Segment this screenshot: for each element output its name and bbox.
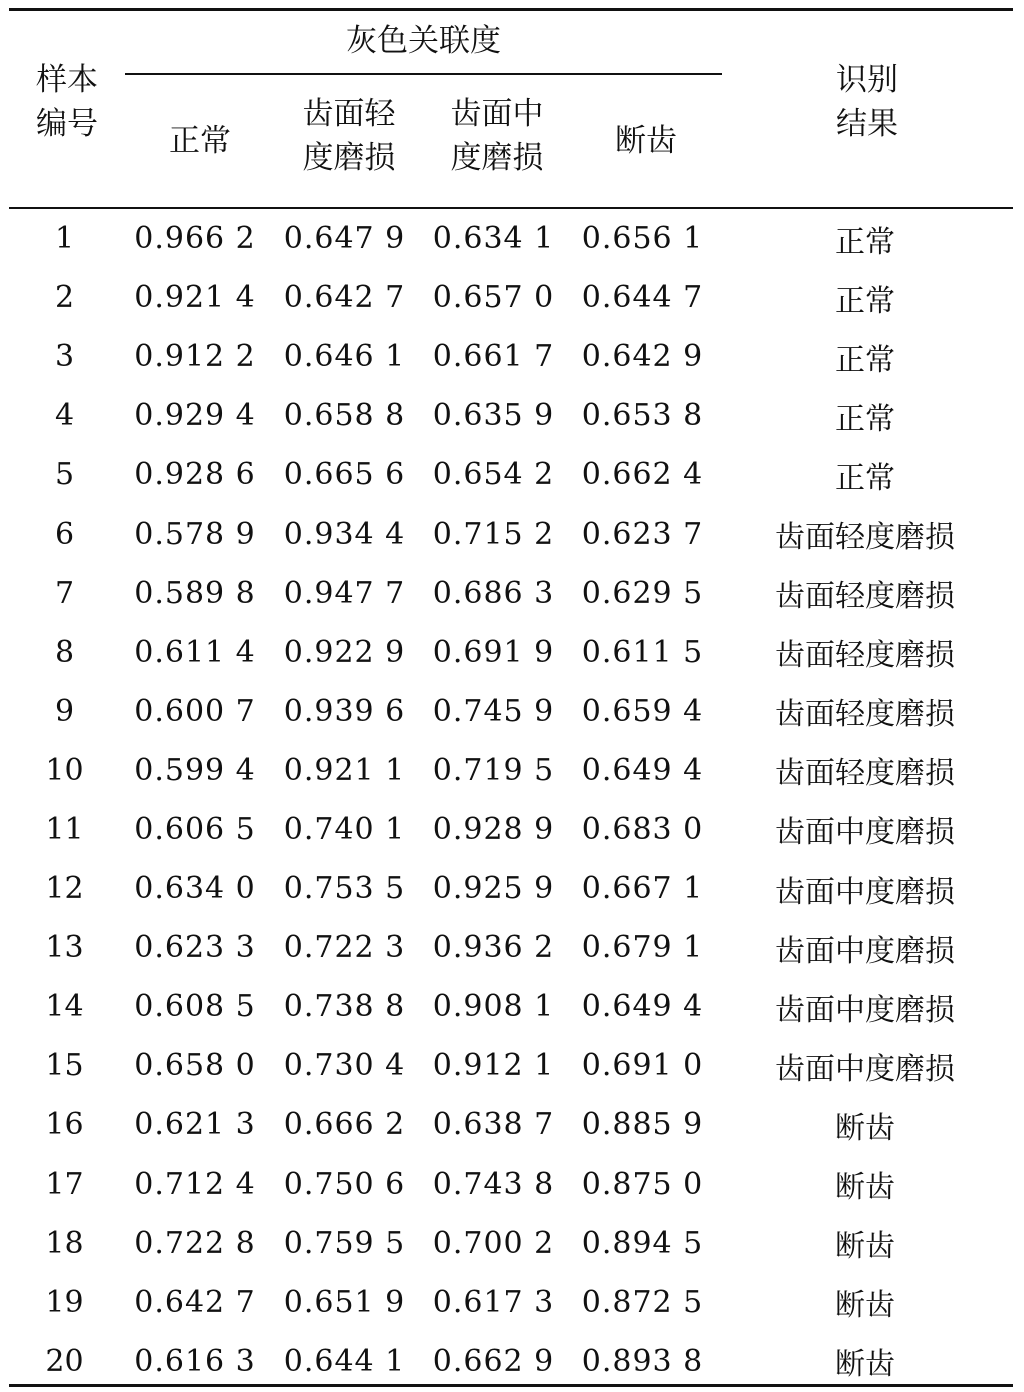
- relational-degree-cell: 0.644 1: [283, 1343, 406, 1379]
- relational-degree-cell: 0.638 7: [432, 1107, 555, 1143]
- relational-degree-cell: 0.616 3: [134, 1343, 256, 1379]
- result-cell: 断齿: [835, 1110, 895, 1146]
- table-row: [9, 1095, 1013, 1154]
- result-cell: 断齿: [835, 1288, 895, 1324]
- relational-degree-cell: 0.649 4: [581, 989, 704, 1025]
- sample-id-cell: 6: [54, 516, 75, 552]
- sample-id-cell: 9: [54, 693, 75, 729]
- relational-degree-cell: 0.654 2: [432, 457, 555, 493]
- result-cell: 齿面轻度磨损: [775, 697, 955, 733]
- sample-id-cell: 15: [45, 1048, 84, 1084]
- relational-degree-cell: 0.921 1: [283, 752, 406, 788]
- sample-id-cell: 17: [45, 1166, 84, 1202]
- relational-degree-cell: 0.647 9: [283, 221, 406, 257]
- relational-degree-cell: 0.885 9: [581, 1107, 704, 1143]
- header-col-light-wear: 齿面轻 度磨损: [302, 96, 396, 176]
- relational-degree-cell: 0.617 3: [432, 1284, 555, 1320]
- table-row: [9, 623, 1013, 682]
- relational-degree-cell: 0.611 5: [581, 634, 704, 670]
- relational-degree-cell: 0.653 8: [581, 398, 704, 434]
- sample-id-cell: 5: [54, 457, 75, 493]
- sample-id-cell: 2: [54, 280, 75, 316]
- relational-degree-cell: 0.743 8: [432, 1166, 555, 1202]
- group-underline: [125, 73, 722, 75]
- sample-id-cell: 10: [45, 752, 84, 788]
- relational-degree-cell: 0.665 6: [283, 457, 406, 493]
- relational-degree-cell: 0.893 8: [581, 1343, 704, 1379]
- table-row: [9, 1036, 1013, 1095]
- relational-degree-cell: 0.908 1: [432, 989, 555, 1025]
- sample-id-cell: 16: [45, 1107, 84, 1143]
- relational-degree-cell: 0.662 4: [581, 457, 704, 493]
- relational-degree-cell: 0.691 9: [432, 634, 555, 670]
- relational-degree-cell: 0.662 9: [432, 1343, 555, 1379]
- relational-degree-cell: 0.929 4: [134, 398, 256, 434]
- sample-id-cell: 11: [45, 811, 84, 847]
- top-rule: [9, 8, 1013, 11]
- result-cell: 齿面轻度磨损: [775, 756, 955, 792]
- sample-id-cell: 18: [45, 1225, 84, 1261]
- table-row: [9, 445, 1013, 504]
- relational-degree-cell: 0.634 1: [432, 221, 555, 257]
- sample-id-cell: 14: [45, 989, 84, 1025]
- sample-id-cell: 4: [54, 398, 75, 434]
- sample-id-cell: 8: [54, 634, 75, 670]
- relational-degree-cell: 0.740 1: [283, 811, 406, 847]
- relational-degree-cell: 0.683 0: [581, 811, 704, 847]
- data-table: [9, 209, 1013, 1391]
- relational-degree-cell: 0.921 4: [134, 280, 256, 316]
- result-cell: 齿面轻度磨损: [775, 579, 955, 615]
- table-row: [9, 1214, 1013, 1273]
- relational-degree-cell: 0.947 7: [283, 575, 406, 611]
- relational-degree-cell: 0.623 3: [134, 930, 256, 966]
- relational-degree-cell: 0.966 2: [134, 221, 256, 257]
- relational-degree-cell: 0.589 8: [134, 575, 256, 611]
- relational-degree-cell: 0.634 0: [134, 871, 256, 907]
- result-cell: 齿面轻度磨损: [775, 638, 955, 674]
- relational-degree-cell: 0.912 2: [134, 339, 256, 375]
- relational-degree-cell: 0.700 2: [432, 1225, 555, 1261]
- relational-degree-cell: 0.600 7: [134, 693, 256, 729]
- relational-degree-cell: 0.925 9: [432, 871, 555, 907]
- relational-degree-cell: 0.745 9: [432, 693, 555, 729]
- result-cell: 断齿: [835, 1229, 895, 1265]
- result-cell: 齿面中度磨损: [775, 992, 955, 1028]
- relational-degree-cell: 0.912 1: [432, 1048, 555, 1084]
- relational-degree-cell: 0.666 2: [283, 1107, 406, 1143]
- header-result: 识别 结果: [836, 62, 898, 142]
- relational-degree-cell: 0.715 2: [432, 516, 555, 552]
- result-cell: 齿面中度磨损: [775, 1051, 955, 1087]
- relational-degree-cell: 0.872 5: [581, 1284, 704, 1320]
- relational-degree-cell: 0.750 6: [283, 1166, 406, 1202]
- table-row: [9, 268, 1013, 327]
- result-cell: 齿面中度磨损: [775, 933, 955, 969]
- table-row: [9, 386, 1013, 445]
- relational-degree-cell: 0.928 9: [432, 811, 555, 847]
- relational-degree-cell: 0.722 8: [134, 1225, 256, 1261]
- relational-degree-cell: 0.719 5: [432, 752, 555, 788]
- relational-degree-cell: 0.657 0: [432, 280, 555, 316]
- relational-degree-cell: 0.659 4: [581, 693, 704, 729]
- relational-degree-cell: 0.661 7: [432, 339, 555, 375]
- header-col-broken-tooth: 断齿: [615, 123, 677, 159]
- header-col-medium-wear: 齿面中 度磨损: [450, 96, 544, 176]
- relational-degree-cell: 0.635 9: [432, 398, 555, 434]
- table-row: [9, 1332, 1013, 1391]
- relational-degree-cell: 0.730 4: [283, 1048, 406, 1084]
- relational-degree-cell: 0.656 1: [581, 221, 704, 257]
- table-row: [9, 327, 1013, 386]
- table-row: [9, 209, 1013, 268]
- relational-degree-cell: 0.649 4: [581, 752, 704, 788]
- relational-degree-cell: 0.875 0: [581, 1166, 704, 1202]
- table-row: [9, 741, 1013, 800]
- relational-degree-cell: 0.894 5: [581, 1225, 704, 1261]
- relational-degree-cell: 0.642 9: [581, 339, 704, 375]
- relational-degree-cell: 0.679 1: [581, 930, 704, 966]
- relational-degree-cell: 0.691 0: [581, 1048, 704, 1084]
- relational-degree-cell: 0.642 7: [283, 280, 406, 316]
- relational-degree-cell: 0.578 9: [134, 516, 256, 552]
- relational-degree-cell: 0.928 6: [134, 457, 256, 493]
- result-cell: 正常: [835, 401, 895, 437]
- relational-degree-cell: 0.658 0: [134, 1048, 256, 1084]
- relational-degree-cell: 0.722 3: [283, 930, 406, 966]
- table-row: [9, 682, 1013, 741]
- header-sample-id: 样本 编号: [36, 62, 98, 142]
- table-row: [9, 504, 1013, 563]
- relational-degree-cell: 0.658 8: [283, 398, 406, 434]
- relational-degree-cell: 0.753 5: [283, 871, 406, 907]
- result-cell: 齿面轻度磨损: [775, 520, 955, 556]
- sample-id-cell: 20: [45, 1343, 84, 1379]
- table-row: [9, 859, 1013, 918]
- table-row: [9, 800, 1013, 859]
- result-cell: 正常: [835, 460, 895, 496]
- relational-degree-cell: 0.608 5: [134, 989, 256, 1025]
- relational-degree-cell: 0.642 7: [134, 1284, 256, 1320]
- table-row: [9, 1155, 1013, 1214]
- table-body: [9, 209, 1013, 1391]
- relational-degree-cell: 0.621 3: [134, 1107, 256, 1143]
- relational-degree-cell: 0.644 7: [581, 280, 704, 316]
- relational-degree-cell: 0.611 4: [134, 634, 256, 670]
- relational-degree-cell: 0.712 4: [134, 1166, 256, 1202]
- result-cell: 正常: [835, 342, 895, 378]
- sample-id-cell: 7: [54, 575, 75, 611]
- relational-degree-cell: 0.939 6: [283, 693, 406, 729]
- sample-id-cell: 3: [54, 339, 75, 375]
- result-cell: 齿面中度磨损: [775, 815, 955, 851]
- sample-id-cell: 13: [45, 930, 84, 966]
- sample-id-cell: 1: [54, 221, 75, 257]
- relational-degree-cell: 0.599 4: [134, 752, 256, 788]
- table-row: [9, 1273, 1013, 1332]
- relational-degree-cell: 0.759 5: [283, 1225, 406, 1261]
- relational-degree-cell: 0.606 5: [134, 811, 256, 847]
- result-cell: 齿面中度磨损: [775, 874, 955, 910]
- sample-id-cell: 19: [45, 1284, 84, 1320]
- table-row: [9, 564, 1013, 623]
- relational-degree-cell: 0.738 8: [283, 989, 406, 1025]
- relational-degree-cell: 0.934 4: [283, 516, 406, 552]
- result-cell: 断齿: [835, 1347, 895, 1383]
- result-cell: 断齿: [835, 1170, 895, 1206]
- relational-degree-cell: 0.667 1: [581, 871, 704, 907]
- relational-degree-cell: 0.651 9: [283, 1284, 406, 1320]
- header-col-normal: 正常: [169, 123, 231, 159]
- table-row: [9, 977, 1013, 1036]
- sample-id-cell: 12: [45, 871, 84, 907]
- relational-degree-cell: 0.686 3: [432, 575, 555, 611]
- relational-degree-cell: 0.646 1: [283, 339, 406, 375]
- table-row: [9, 918, 1013, 977]
- header-group-title: 灰色关联度: [346, 23, 501, 59]
- result-cell: 正常: [835, 283, 895, 319]
- relational-degree-cell: 0.629 5: [581, 575, 704, 611]
- relational-degree-cell: 0.922 9: [283, 634, 406, 670]
- relational-degree-cell: 0.936 2: [432, 930, 555, 966]
- relational-degree-cell: 0.623 7: [581, 516, 704, 552]
- result-cell: 正常: [835, 224, 895, 260]
